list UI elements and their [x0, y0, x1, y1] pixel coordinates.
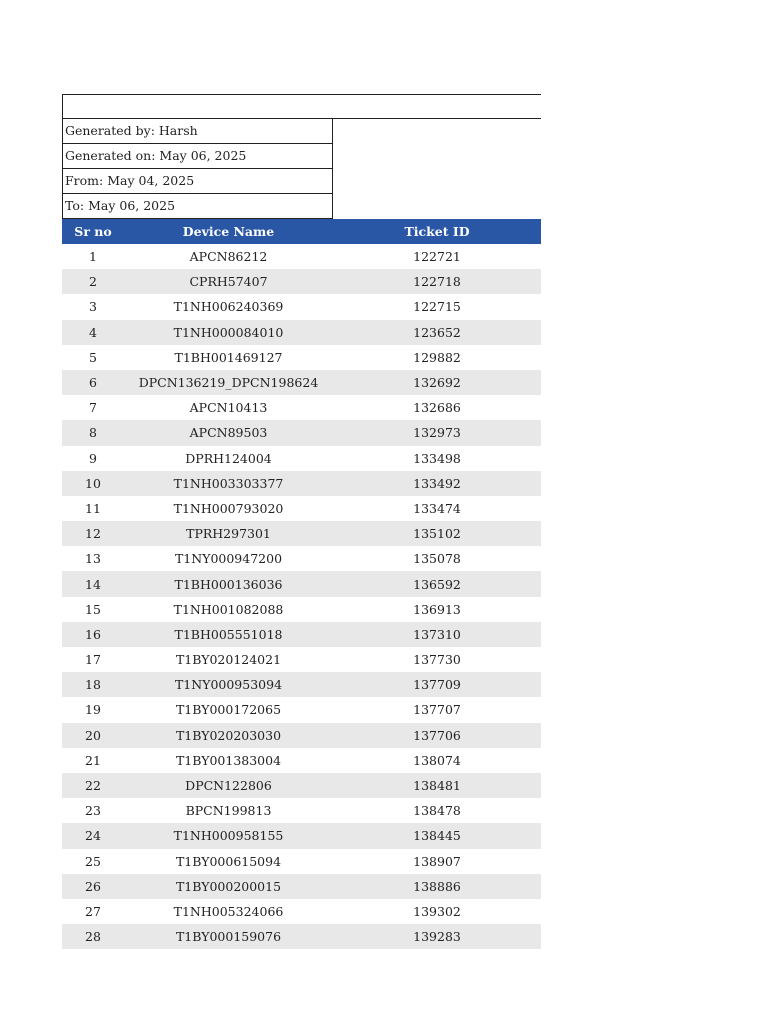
ticket-id-cell: 132973 — [333, 420, 541, 445]
sr-no-cell: 13 — [85, 551, 101, 567]
ticket-id-cell: 137709 — [333, 672, 541, 697]
sr-no-cell: 21 — [85, 752, 101, 768]
ticket-id-cell: 137706 — [333, 723, 541, 748]
table-row — [62, 622, 541, 647]
ticket-id-cell: 133498 — [413, 450, 461, 466]
table-row — [62, 748, 541, 773]
table-row — [62, 773, 541, 798]
report-meta-block — [62, 119, 333, 219]
table-row — [62, 269, 541, 294]
table-row — [62, 924, 541, 949]
ticket-id-cell: 133474 — [413, 500, 461, 516]
device-name-cell: DPCN136219_DPCN198624 — [124, 370, 333, 395]
sr-no-cell: 2 — [62, 269, 124, 294]
ticket-id-cell: 138445 — [333, 823, 541, 848]
report-title-bar — [62, 94, 541, 119]
ticket-id-cell: 138478 — [413, 803, 461, 819]
device-name-cell: DPCN122806 — [124, 773, 333, 798]
column-header-sr-no: Sr no — [62, 219, 124, 244]
ticket-id-cell: 122715 — [413, 299, 461, 315]
table-row — [62, 823, 541, 848]
table-row — [62, 446, 541, 471]
sr-no-cell: 26 — [62, 874, 124, 899]
sr-no-cell: 4 — [62, 320, 124, 345]
table-row — [62, 874, 541, 899]
device-name-cell: T1BH000136036 — [124, 571, 333, 596]
table-row — [62, 244, 541, 269]
table-row — [62, 294, 541, 319]
column-header-device-name: Device Name — [124, 219, 333, 244]
sr-no-cell: 5 — [89, 349, 97, 365]
sr-no-cell: 19 — [85, 702, 101, 718]
device-name-cell: T1BH005551018 — [124, 622, 333, 647]
table-row — [62, 571, 541, 596]
table-row — [62, 647, 541, 672]
sr-no-cell: 12 — [62, 521, 124, 546]
device-name-cell: T1BY000159076 — [124, 924, 333, 949]
sr-no-cell: 24 — [62, 823, 124, 848]
device-name-cell: T1BY020124021 — [175, 652, 282, 668]
table-row — [62, 798, 541, 823]
device-name-cell: T1BY000200015 — [124, 874, 333, 899]
sr-no-cell: 15 — [85, 601, 101, 617]
table-row — [62, 370, 541, 395]
ticket-id-cell: 139302 — [413, 903, 461, 919]
ticket-id-cell: 138907 — [413, 853, 461, 869]
table-row — [62, 345, 541, 370]
device-name-cell: T1BY000172065 — [175, 702, 282, 718]
sr-no-cell: 18 — [62, 672, 124, 697]
device-name-cell: T1NH000958155 — [124, 823, 333, 848]
ticket-id-cell: 137310 — [333, 622, 541, 647]
table-row — [62, 521, 541, 546]
ticket-id-cell: 136592 — [333, 571, 541, 596]
ticket-id-cell: 132686 — [413, 400, 461, 416]
sr-no-cell: 23 — [85, 803, 101, 819]
ticket-id-cell: 135102 — [333, 521, 541, 546]
generated-on: Generated on: May 06, 2025 — [63, 144, 332, 169]
device-name-cell: T1BH001469127 — [174, 349, 283, 365]
sr-no-cell: 10 — [62, 471, 124, 496]
sr-no-cell: 8 — [62, 420, 124, 445]
table-row — [62, 395, 541, 420]
ticket-id-cell: 138074 — [413, 752, 461, 768]
sr-no-cell: 17 — [85, 652, 101, 668]
device-name-cell: CPRH57407 — [124, 269, 333, 294]
ticket-table — [62, 219, 541, 949]
sr-no-cell: 9 — [89, 450, 97, 466]
table-row — [62, 471, 541, 496]
ticket-id-cell: 139283 — [333, 924, 541, 949]
table-row — [62, 899, 541, 924]
device-name-cell: T1BY000615094 — [175, 853, 282, 869]
table-row — [62, 723, 541, 748]
report-sheet — [62, 94, 541, 949]
device-name-cell: APCN89503 — [124, 420, 333, 445]
device-name-cell: APCN86212 — [189, 249, 268, 265]
sr-no-cell: 22 — [62, 773, 124, 798]
device-name-cell: BPCN199813 — [185, 803, 272, 819]
sr-no-cell: 28 — [62, 924, 124, 949]
device-name-cell: DPRH124004 — [185, 450, 272, 466]
sr-no-cell: 7 — [89, 400, 97, 416]
device-name-cell: T1NH006240369 — [173, 299, 284, 315]
device-name-cell: APCN10413 — [189, 400, 268, 416]
sr-no-cell: 3 — [89, 299, 97, 315]
sr-no-cell: 27 — [85, 903, 101, 919]
ticket-id-cell: 135078 — [413, 551, 461, 567]
sr-no-cell: 6 — [62, 370, 124, 395]
device-name-cell: T1NY000947200 — [174, 551, 283, 567]
sr-no-cell: 11 — [85, 500, 101, 516]
ticket-id-cell: 123652 — [333, 320, 541, 345]
device-name-cell: T1NH003303377 — [124, 471, 333, 496]
generated-by: Generated by: Harsh — [63, 119, 332, 144]
device-name-cell: T1NH000084010 — [124, 320, 333, 345]
table-row — [62, 496, 541, 521]
column-header-ticket-id: Ticket ID — [333, 219, 541, 244]
table-row — [62, 420, 541, 445]
date-to: To: May 06, 2025 — [63, 194, 332, 219]
sr-no-cell: 16 — [62, 622, 124, 647]
device-name-cell: TPRH297301 — [124, 521, 333, 546]
ticket-id-cell: 137730 — [413, 652, 461, 668]
table-row — [62, 849, 541, 874]
sr-no-cell: 1 — [89, 249, 97, 265]
device-name-cell: T1NH005324066 — [173, 903, 284, 919]
device-name-cell: T1BY020203030 — [124, 723, 333, 748]
ticket-id-cell: 122718 — [333, 269, 541, 294]
table-header-row — [62, 219, 541, 244]
sr-no-cell: 25 — [85, 853, 101, 869]
device-name-cell: T1NH001082088 — [173, 601, 284, 617]
ticket-id-cell: 133492 — [333, 471, 541, 496]
sr-no-cell: 14 — [62, 571, 124, 596]
ticket-id-cell: 129882 — [413, 349, 461, 365]
ticket-id-cell: 122721 — [413, 249, 461, 265]
table-row — [62, 320, 541, 345]
device-name-cell: T1NY000953094 — [124, 672, 333, 697]
device-name-cell: T1NH000793020 — [173, 500, 284, 516]
ticket-id-cell: 137707 — [413, 702, 461, 718]
ticket-id-cell: 132692 — [333, 370, 541, 395]
table-row — [62, 546, 541, 571]
ticket-id-cell: 138481 — [333, 773, 541, 798]
table-row — [62, 597, 541, 622]
date-from: From: May 04, 2025 — [63, 169, 332, 194]
table-body — [62, 244, 541, 949]
ticket-id-cell: 138886 — [333, 874, 541, 899]
device-name-cell: T1BY001383004 — [175, 752, 282, 768]
sr-no-cell: 20 — [62, 723, 124, 748]
table-row — [62, 672, 541, 697]
table-row — [62, 697, 541, 722]
ticket-id-cell: 136913 — [413, 601, 461, 617]
